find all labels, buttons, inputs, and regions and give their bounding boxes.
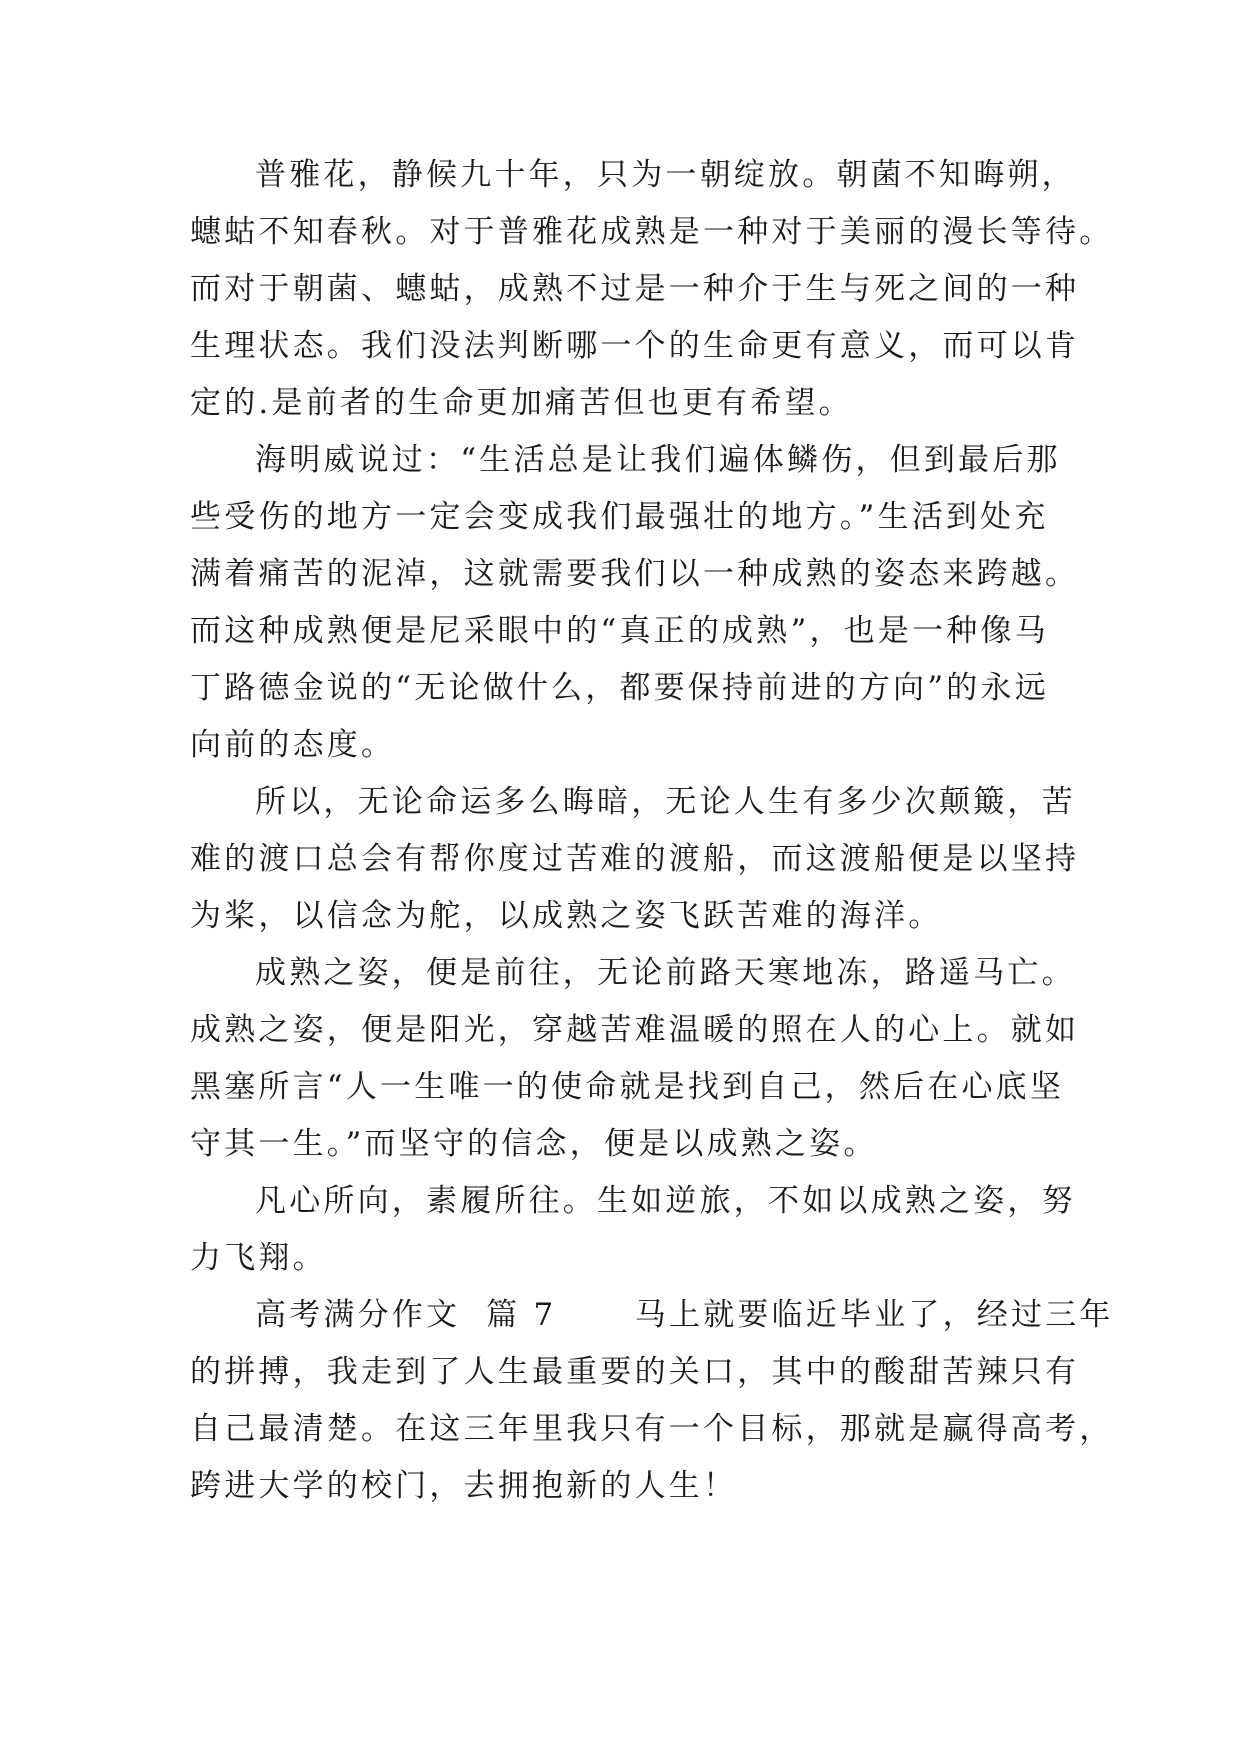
text-line: 为桨，以信念为舵，以成熟之姿飞跃苦难的海洋。 <box>190 898 943 934</box>
text-line: 而对于朝菌、蟪蛄，成熟不过是一种介于生与死之间的一种 <box>190 271 1080 307</box>
text-line: 向前的态度。 <box>190 727 396 763</box>
text-line: 定的.是前者的生命更加痛苦但也更有希望。 <box>190 385 853 421</box>
text-line: 海明威说过：“生活总是让我们遍体鳞伤，但到最后那 <box>255 442 1061 478</box>
text-line: 的拼搏，我走到了人生最重要的关口，其中的酸甜苦辣只有 <box>190 1354 1080 1390</box>
text-line: 蟪蛄不知春秋。对于普雅花成熟是一种对于美丽的漫长等待。 <box>190 214 1114 250</box>
text-line: 满着痛苦的泥淖，这就需要我们以一种成熟的姿态来跨越。 <box>190 556 1080 592</box>
text-line: 成熟之姿，便是前往，无论前路天寒地冻，路遥马亡。 <box>255 955 1076 991</box>
text-line: 所以，无论命运多么晦暗，无论人生有多少次颠簸，苦 <box>255 784 1076 820</box>
text-line: 难的渡口总会有帮你度过苦难的渡船，而这渡船便是以坚持 <box>190 841 1080 877</box>
text-line: 成熟之姿，便是阳光，穿越苦难温暖的照在人的心上。就如 <box>190 1012 1080 1048</box>
text-line: 力飞翔。 <box>190 1240 327 1276</box>
text-line: 自己最清楚。在这三年里我只有一个目标，那就是赢得高考， <box>190 1411 1114 1447</box>
text-line: 而这种成熟便是尼采眼中的“真正的成熟”，也是一种像马 <box>190 613 1049 649</box>
text-line: 黑塞所言“人一生唯一的使命就是找到自己，然后在心底坚 <box>190 1069 1065 1105</box>
text-line: 生理状态。我们没法判断哪一个的生命更有意义，而可以肯 <box>190 328 1080 364</box>
text-line: 守其一生。”而坚守的信念，便是以成熟之姿。 <box>190 1126 878 1162</box>
text-line: 些受伤的地方一定会变成我们最强壮的地方。”生活到处充 <box>190 499 1049 535</box>
text-line: 普雅花，静候九十年，只为一朝绽放。朝菌不知晦朔， <box>255 157 1076 193</box>
text-line: 丁路德金说的“无论做什么，都要保持前进的方向”的永远 <box>190 670 1049 706</box>
text-line: 跨进大学的校门，去拥抱新的人生！ <box>190 1468 738 1504</box>
section-heading-line: 高考满分作文 篇 7 马上就要临近毕业了，经过三年 <box>255 1297 1114 1333</box>
text-line: 凡心所向，素履所往。生如逆旅，不如以成熟之姿，努 <box>255 1183 1076 1219</box>
